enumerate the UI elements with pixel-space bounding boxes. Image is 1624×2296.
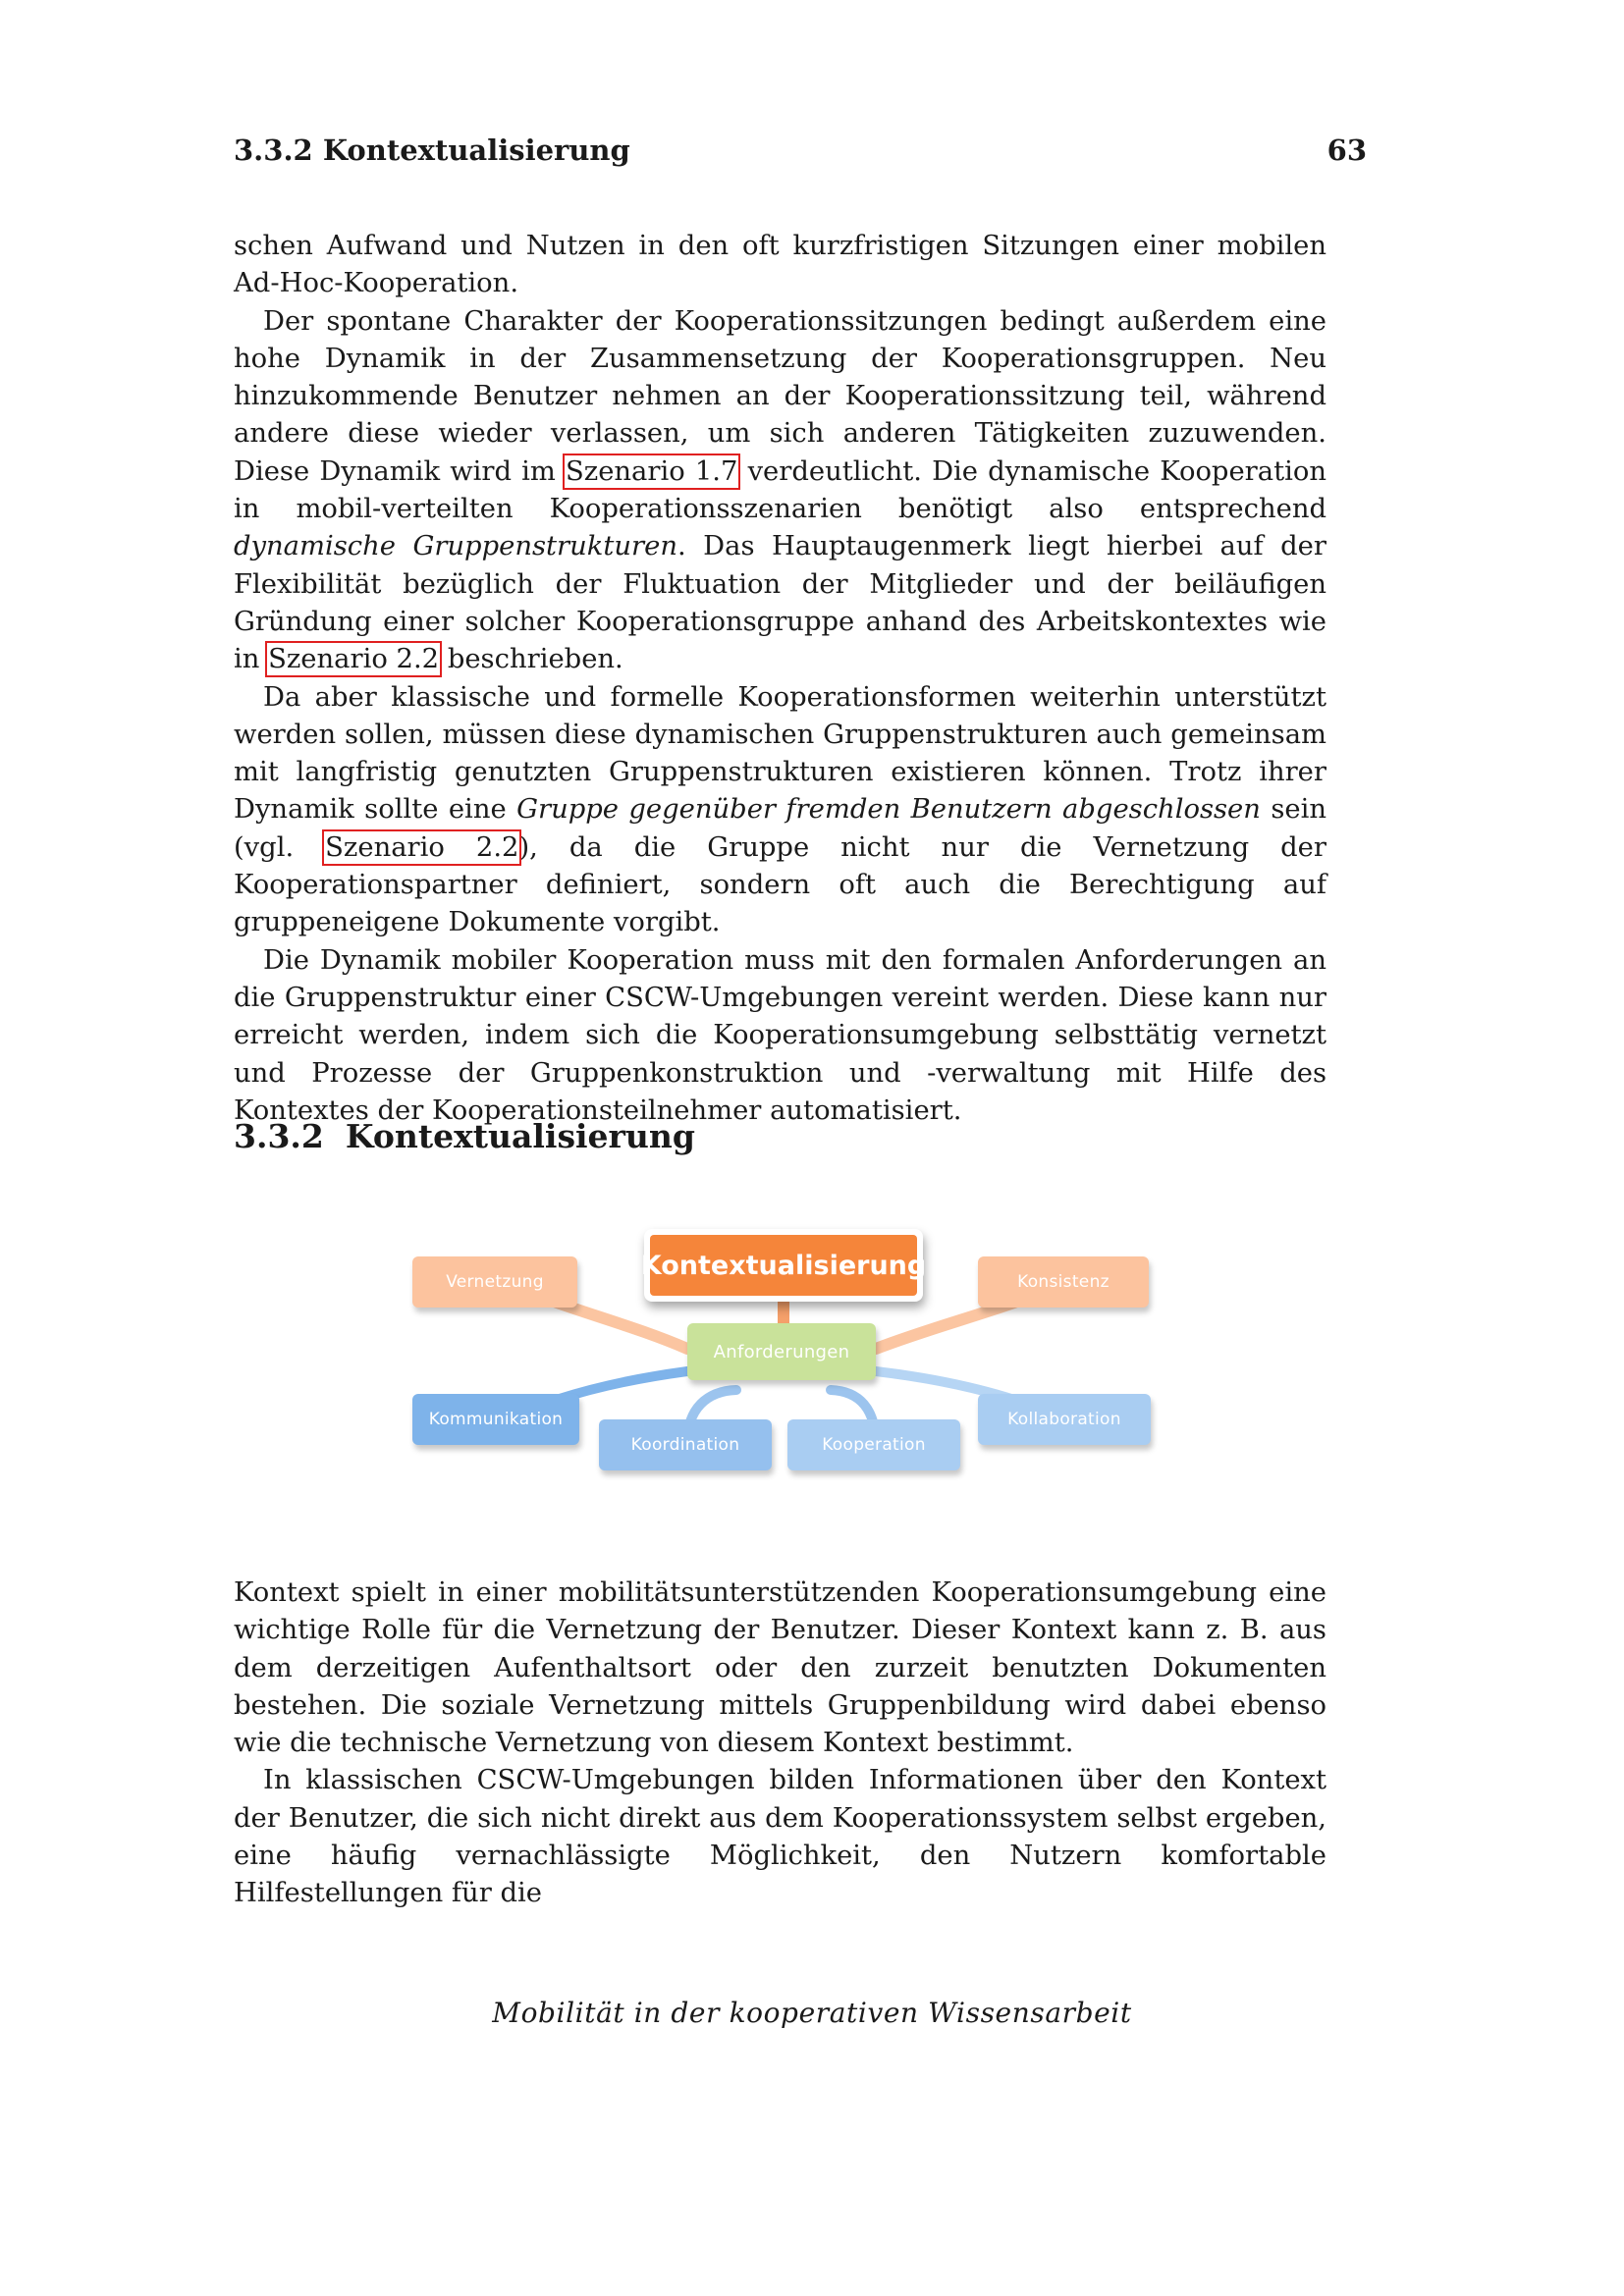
paragraph xyxy=(234,679,1326,942)
text-run: Da aber klassische und formelle Kooperationsformen weiterhin unterstützt werden sollen, müssen diese dynamischen Gruppenstrukturen auch gemeinsam mit langfristig genutzten Gruppenstrukturen existieren können. Trotz ihrer Dynamik sollte eine xyxy=(234,681,1326,826)
emphasis: Gruppe gegenüber fremden Benutzern abgeschlossen xyxy=(516,794,1261,826)
page-footer: Mobilität in der kooperativen Wissensarbeit xyxy=(492,1997,1132,2029)
running-header xyxy=(234,133,1373,173)
section-title: Kontextualisierung xyxy=(345,1117,695,1155)
node-koordination: Koordination xyxy=(599,1419,772,1470)
scenario-link[interactable]: Szenario 1.7 xyxy=(566,455,738,487)
body-text-bottom xyxy=(234,1575,1326,1913)
text-run: ), da die Gruppe nicht nur die Vernetzung der Kooperationspartner definiert, sondern oft auch die Berechtigung auf gruppeneigene Dokumente vorgibt. xyxy=(234,831,1326,938)
text-run: beschrieben. xyxy=(439,644,623,675)
paragraph: Die Dynamik mobiler Kooperation muss mit den formalen Anforderungen an die Gruppenstruktur einer CSCW-Umgebungen vereint werden. Diese kann nur erreicht werden, indem sich die Kooperationsumgebung selbsttätig vernetzt und Prozesse der Gruppenkonstruktion und -verwaltung mit Hilfe des Kontextes der Kooperationsteilnehmer automatisiert. xyxy=(234,944,1326,1126)
node-konsistenz: Konsistenz xyxy=(978,1256,1149,1308)
paragraph: schen Aufwand und Nutzen in den oft kurzfristigen Sitzungen einer mobilen Ad-Hoc-Kooperation. xyxy=(234,231,1326,299)
text-run: verdeutlicht. Die dynamische Kooperation in mobil-verteilten Kooperationsszenarien benötigt also entsprechend xyxy=(234,455,1326,525)
node-kollaboration: Kollaboration xyxy=(978,1394,1151,1445)
emphasis: dynamische Gruppenstrukturen xyxy=(234,531,677,562)
node-kommunikation: Kommunikation xyxy=(412,1394,579,1445)
main-node xyxy=(640,1229,927,1302)
section-heading xyxy=(234,1117,695,1155)
node-vernetzung: Vernetzung xyxy=(412,1256,577,1308)
section-number: 3.3.2 xyxy=(234,1117,324,1155)
paragraph: Kontext spielt in einer mobilitätsunterstützenden Kooperationsumgebung eine wichtige Rolle für die Vernetzung der Benutzer. Dieser Kontext kann z. B. aus dem derzeitigen Aufenthaltsort oder den zurzeit benutzten Dokumenten bestehen. Die soziale Vernetzung mittels Gruppenbildung wird dabei ebenso wie die technische Vernetzung von diesem Kontext bestimmt. xyxy=(234,1577,1326,1759)
text-run: Der spontane Charakter der Kooperationssitzungen bedingt außerdem eine hohe Dynamik in der Zusammensetzung der Kooperationsgruppen. Neu hinzukommende Benutzer nehmen an der Kooperationssitzung teil, während andere diese wieder verlassen, um sich anderen Tätigkeiten zuzuwenden. Diese Dynamik wird im xyxy=(234,305,1326,487)
context-diagram xyxy=(393,1217,1178,1492)
body-text-top xyxy=(234,228,1326,1130)
paragraph xyxy=(234,303,1326,679)
node-anforderungen: Anforderungen xyxy=(687,1323,876,1380)
node-kooperation: Kooperation xyxy=(787,1419,960,1470)
text-run: sein (vgl. xyxy=(234,794,1327,863)
running-header-title: 3.3.2 Kontextualisierung xyxy=(234,133,630,167)
main-node-label: Kontextualisierung xyxy=(650,1235,917,1296)
scenario-link[interactable]: Szenario 2.2 xyxy=(325,831,519,863)
paragraph: In klassischen CSCW-Umgebungen bilden Informationen über den Kontext der Benutzer, die sich nicht direkt aus dem Kooperationssystem selbst ergeben, eine häufig vernachlässigte Möglichkeit, den Nutzern komfortable Hilfestellungen für die xyxy=(234,1765,1326,1909)
page-number: 63 xyxy=(1326,133,1367,167)
text-run: . Das Hauptaugenmerk liegt hierbei auf der Flexibilität bezüglich der Fluktuation der Mitglieder und der beiläufigen Gründung einer solcher Kooperationsgruppe anhand des Arbeitskontextes wie in xyxy=(234,531,1326,675)
scenario-link[interactable]: Szenario 2.2 xyxy=(268,644,440,675)
